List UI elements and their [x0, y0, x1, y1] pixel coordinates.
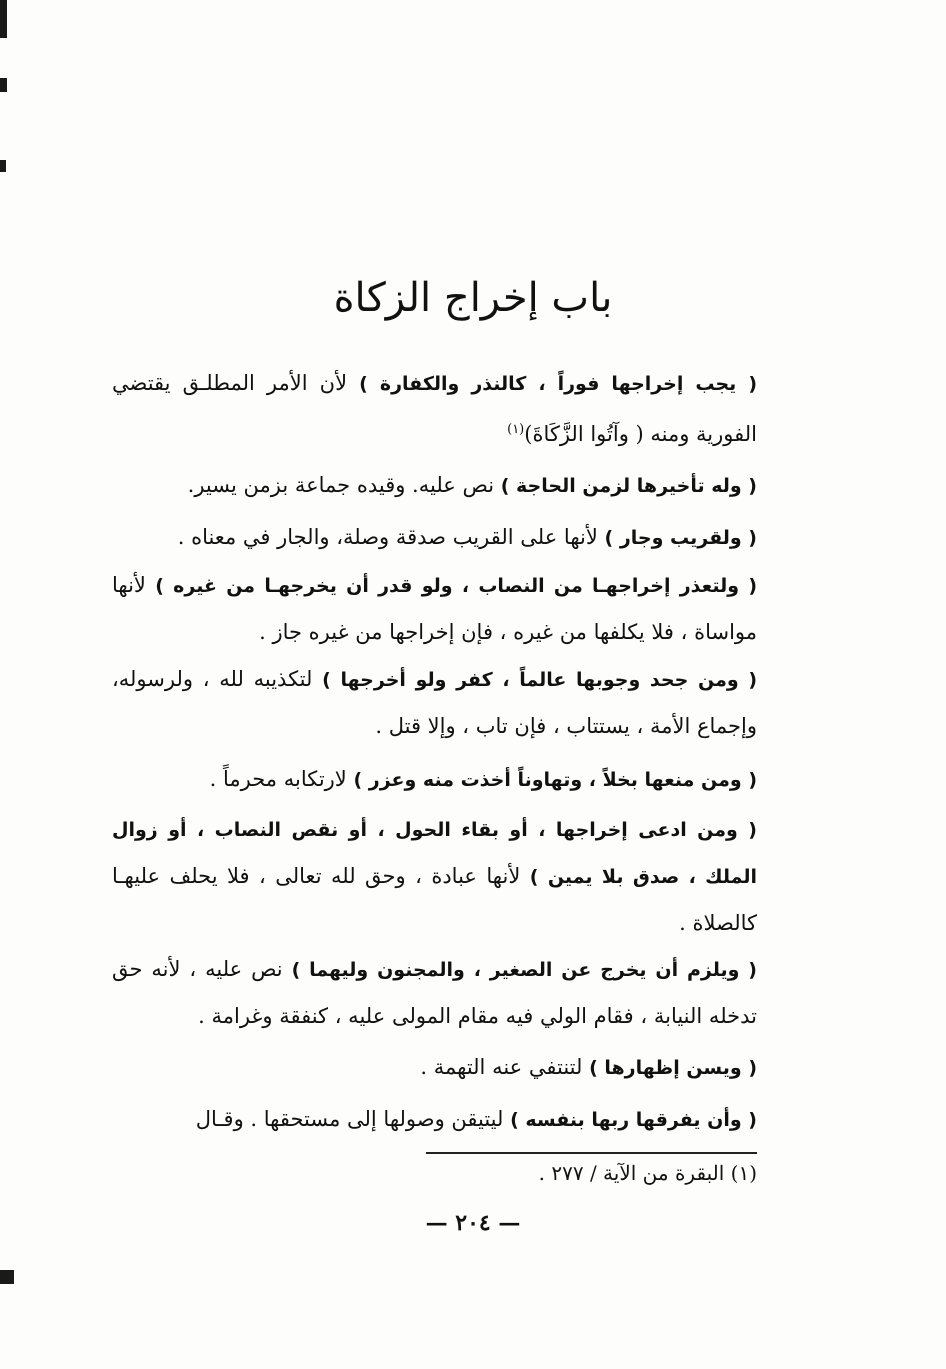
scan-edge-mark: [0, 78, 7, 92]
scan-edge-mark: [0, 1270, 14, 1284]
matn-text: ( ومن منعها بخلاً ، وتهاوناً أخذت منه وعزر ): [353, 769, 757, 791]
paragraph-2: [112, 462, 757, 509]
matn-text: ( ولتعذر إخراجهـا من النصاب ، ولو قدر أن يخرجهـا من غيره ): [155, 575, 758, 597]
paragraph-7: [112, 806, 757, 946]
paragraph-6: [112, 756, 757, 803]
footnote-divider: [426, 1152, 757, 1154]
sharh-text: ليتيقن وصولها إلى مستحقها . وقـال: [195, 1107, 511, 1131]
paragraph-1: [112, 360, 757, 457]
sharh-text: لأن الأمر المطلـق يقتضي الفورية ومنه ( وآتُوا الزَّكَاةَ): [112, 371, 757, 446]
matn-text: ( ويلزم أن يخرج عن الصغير ، والمجنون وليهما ): [291, 959, 757, 981]
page-number: — ٢٠٤ —: [425, 1210, 521, 1236]
matn-text: ( ومن جحد وجوبها عالماً ، كفر ولو أخرجها ): [322, 669, 757, 691]
matn-text: ( وله تأخيرها لزمن الحاجة ): [500, 475, 757, 497]
paragraph-8: [112, 946, 757, 1039]
matn-text: ( ولقريب وجار ): [604, 527, 757, 549]
sharh-text: نص عليه. وقيده جماعة بزمن يسير.: [187, 473, 501, 497]
matn-text: ( ومن ادعى إخراجها ، أو بقاء الحول ، أو نقص النصاب ، أو زوال الملك ، صدق بلا يمين ): [112, 819, 758, 888]
sharh-text: لأنها عبادة ، وحق لله تعالى ، فلا يحلف عليهـا كالصلاة .: [112, 864, 757, 935]
matn-text: ( ويسن إظهارها ): [589, 1057, 757, 1079]
paragraph-10: [112, 1096, 757, 1143]
matn-text: ( وأن يفرقها ربها بنفسه ): [510, 1109, 757, 1131]
paragraph-9: [112, 1044, 757, 1091]
sharh-text: لأنها على القريب صدقة وصلة، والجار في معناه .: [177, 525, 605, 549]
footnote-marker: (١): [507, 422, 525, 437]
scan-edge-mark: [0, 0, 7, 38]
paragraph-3: [112, 514, 757, 561]
sharh-text: نص عليه ، لأنه حق تدخله النيابة ، فقام الولي فيه مقام المولى عليه ، كنفقة وغرامة .: [112, 957, 757, 1028]
footnote: (١) البقرة من الآية / ٢٧٧ .: [538, 1161, 757, 1185]
sharh-text: لتكذيبه لله ، ولرسوله، وإجماع الأمة ، يستتاب ، فإن تاب ، وإلا قتل .: [112, 667, 757, 738]
chapter-title: باب إخراج الزكاة: [333, 275, 613, 321]
sharh-text: لارتكابه محرماً .: [209, 767, 354, 791]
matn-text: ( يجب إخراجها فوراً ، كالنذر والكفارة ): [359, 373, 758, 395]
scan-edge-mark: [0, 160, 6, 172]
paragraph-5: [112, 656, 757, 749]
sharh-text: لأنها مواساة ، فلا يكلفها من غيره ، فإن إخراجها من غيره جاز .: [112, 573, 757, 644]
sharh-text: لتنتفي عنه التهمة .: [420, 1055, 590, 1079]
paragraph-4: [112, 562, 757, 655]
